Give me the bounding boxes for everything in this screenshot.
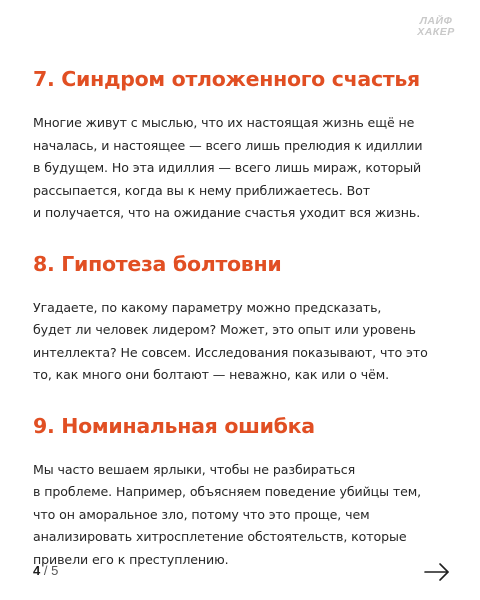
article-content [33, 66, 453, 597]
paragraph-line: будет ли человек лидером? Может, это опыт или уровень [33, 322, 416, 337]
paragraph-line: привели его к преступлению. [33, 551, 229, 567]
brand-logo-line-1: ЛАЙФ [419, 15, 453, 27]
paragraph-line: интеллекта? Не совсем. Исследования показывают, что это [33, 344, 428, 360]
next-page-button[interactable] [424, 562, 450, 582]
paragraph-line: началась, и настоящее — всего лишь прелюдия к идиллии [33, 137, 423, 153]
section-7 [33, 66, 453, 225]
paragraph-line: рассыпается, когда вы к нему приближаетесь. Вот [33, 182, 370, 198]
brand-logo-line-2: ХАКЕР [417, 26, 455, 38]
section-title: 8. Гипотеза болтовни [33, 251, 282, 276]
paragraph-line: Угадаете, по какому параметру можно предсказать, [33, 299, 382, 315]
brand-logo [414, 16, 458, 38]
page-separator: / [43, 563, 48, 578]
section-8 [33, 251, 453, 387]
paragraph-line: Многие живут с мыслью, что их настоящая жизнь ещё не [33, 115, 415, 130]
arrow-right-icon [424, 562, 450, 582]
section-paragraph [33, 459, 453, 572]
current-page: 4 [33, 563, 41, 578]
total-pages: 5 [51, 563, 59, 578]
paragraph-line: то, как много они болтают — неважно, как или о чём. [33, 367, 390, 382]
paragraph-line: что он аморальное зло, потому что это проще, чем [33, 506, 370, 522]
paragraph-line: и получается, что на ожидание счастья уходит вся жизнь. [33, 205, 421, 220]
paragraph-line: в проблеме. Например, объясняем поведение убийцы тем, [33, 484, 422, 499]
section-title: 9. Номинальная ошибка [33, 413, 315, 438]
paragraph-line: Мы часто вешаем ярлыки, чтобы не разбираться [33, 461, 356, 477]
section-title: 7. Синдром отложенного счастья [33, 67, 420, 91]
section-9 [33, 413, 453, 572]
page-indicator [33, 563, 58, 578]
paragraph-line: в будущем. Но эта идиллия — всего лишь мираж, который [33, 160, 422, 175]
section-paragraph [33, 112, 453, 225]
paragraph-line: анализировать хитросплетение обстоятельств, которые [33, 529, 407, 544]
section-paragraph [33, 297, 453, 387]
